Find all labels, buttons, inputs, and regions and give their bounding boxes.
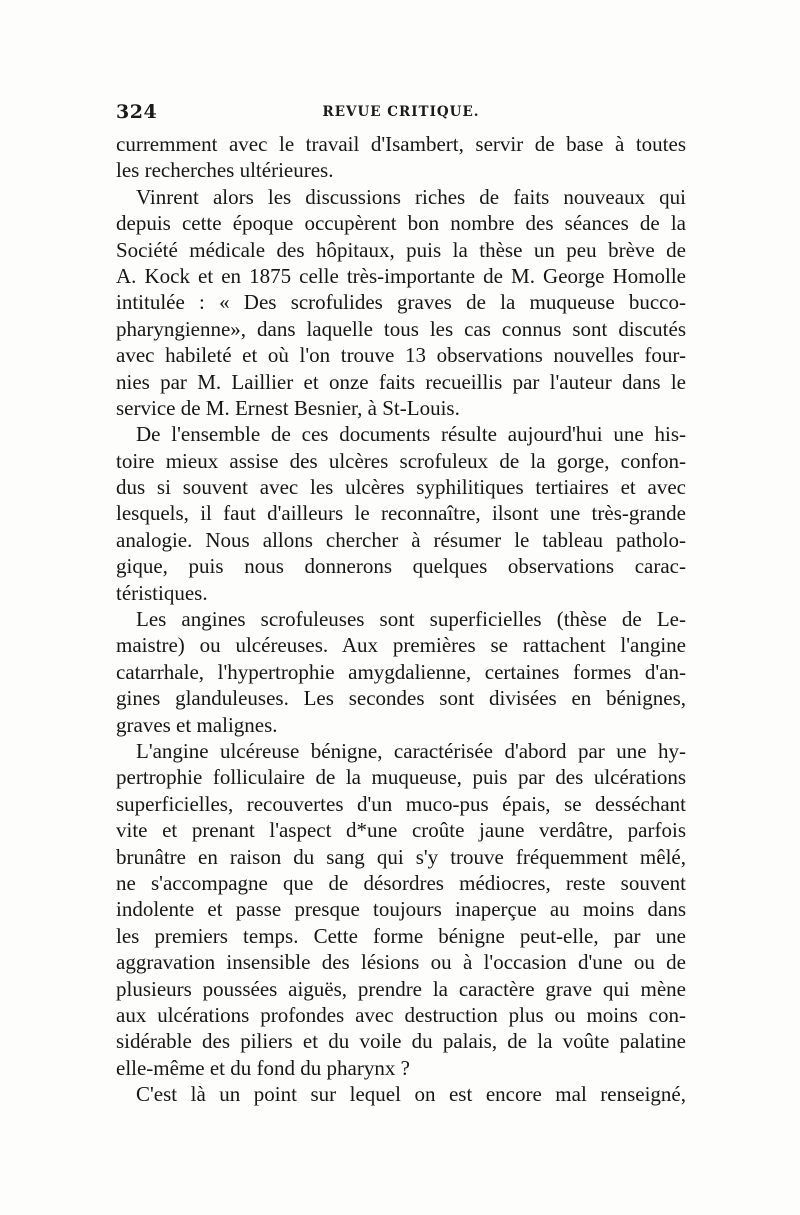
text-line: A. Kock et en 1875 celle très-importante de M. George Homolle xyxy=(116,263,686,288)
text-line: curremment avec le travail d'Isambert, servir de base à toutes xyxy=(116,132,686,156)
text-line: lesquels, il faut d'ailleurs le reconnaître, ilsont une très-grande xyxy=(116,501,686,526)
text-line: les recherches ultérieures. xyxy=(116,158,334,183)
text-line: nies par M. Laillier et onze faits recueillis par l'auteur dans le xyxy=(116,369,686,394)
text-line: analogie. Nous allons chercher à résumer le tableau patholo- xyxy=(116,527,686,552)
paragraph-first-line: De l'ensemble de ces documents résulte aujourd'hui une his- xyxy=(136,422,686,447)
paragraph-first-line: Les angines scrofuleuses sont superficielles (thèse de Le- xyxy=(136,607,686,632)
text-line: gines glanduleuses. Les secondes sont divisées en bénignes, xyxy=(116,686,686,711)
text-line: ne s'accompagne que de désordres médiocres, reste souvent xyxy=(116,870,686,895)
text-line: pharyngienne», dans laquelle tous les cas connus sont discutés xyxy=(116,316,686,341)
text-line: aggravation insensible des lésions ou à l'occasion d'une ou de xyxy=(116,950,686,975)
text-line: depuis cette époque occupèrent bon nombre des séances de la xyxy=(116,211,686,236)
text-line: sidérable des piliers et du voile du palais, de la voûte palatine xyxy=(116,1029,686,1054)
text-line: aux ulcérations profondes avec destruction plus ou moins con- xyxy=(116,1002,686,1027)
text-line: dus si souvent avec les ulcères syphilitiques tertiaires et avec xyxy=(116,475,686,500)
paragraph-first-line: L'angine ulcéreuse bénigne, caractérisée d'abord par une hy- xyxy=(136,738,686,763)
paragraph-first-line: C'est là un point sur lequel on est encore mal renseigné, xyxy=(136,1082,686,1107)
text-line: gique, puis nous donnerons quelques observations carac- xyxy=(116,554,686,579)
running-head: REVUE CRITIQUE. xyxy=(322,104,480,120)
text-line: graves et malignes. xyxy=(116,712,278,737)
text-line: Société médicale des hôpitaux, puis la thèse un peu brève de xyxy=(116,237,686,262)
page-header xyxy=(116,101,686,125)
text-line: pertrophie folliculaire de la muqueuse, puis par des ulcérations xyxy=(116,765,686,790)
text-line: maistre) ou ulcéreuses. Aux premières se rattachent l'angine xyxy=(116,633,686,658)
text-line: superficielles, recouvertes d'un muco-pus épais, se desséchant xyxy=(116,791,686,816)
text-line: avec habileté et où l'on trouve 13 observations nouvelles four- xyxy=(116,343,686,368)
text-line: les premiers temps. Cette forme bénigne peut-elle, par une xyxy=(116,923,686,948)
text-line: service de M. Ernest Besnier, à St-Louis. xyxy=(116,395,460,420)
paragraph-first-line: Vinrent alors les discussions riches de faits nouveaux qui xyxy=(136,184,686,209)
body-text xyxy=(116,131,686,1107)
text-line: indolente et passe presque toujours inaperçue au moins dans xyxy=(116,897,686,922)
text-line: toire mieux assise des ulcères scrofuleux de la gorge, confon- xyxy=(116,448,686,473)
text-line: catarrhale, l'hypertrophie amygdalienne, certaines formes d'an- xyxy=(116,659,686,684)
text-line: brunâtre en raison du sang qui s'y trouve fréquemment mêlé, xyxy=(116,844,686,869)
text-line: téristiques. xyxy=(116,580,208,605)
text-line: elle-même et du fond du pharynx ? xyxy=(116,1055,410,1080)
text-line: vite et prenant l'aspect d*une croûte jaune verdâtre, parfois xyxy=(116,818,686,843)
text-line: plusieurs poussées aiguës, prendre la caractère grave qui mène xyxy=(116,976,686,1001)
page-number: 324 xyxy=(116,101,158,123)
text-line: intitulée : « Des scrofulides graves de la muqueuse bucco- xyxy=(116,290,686,315)
